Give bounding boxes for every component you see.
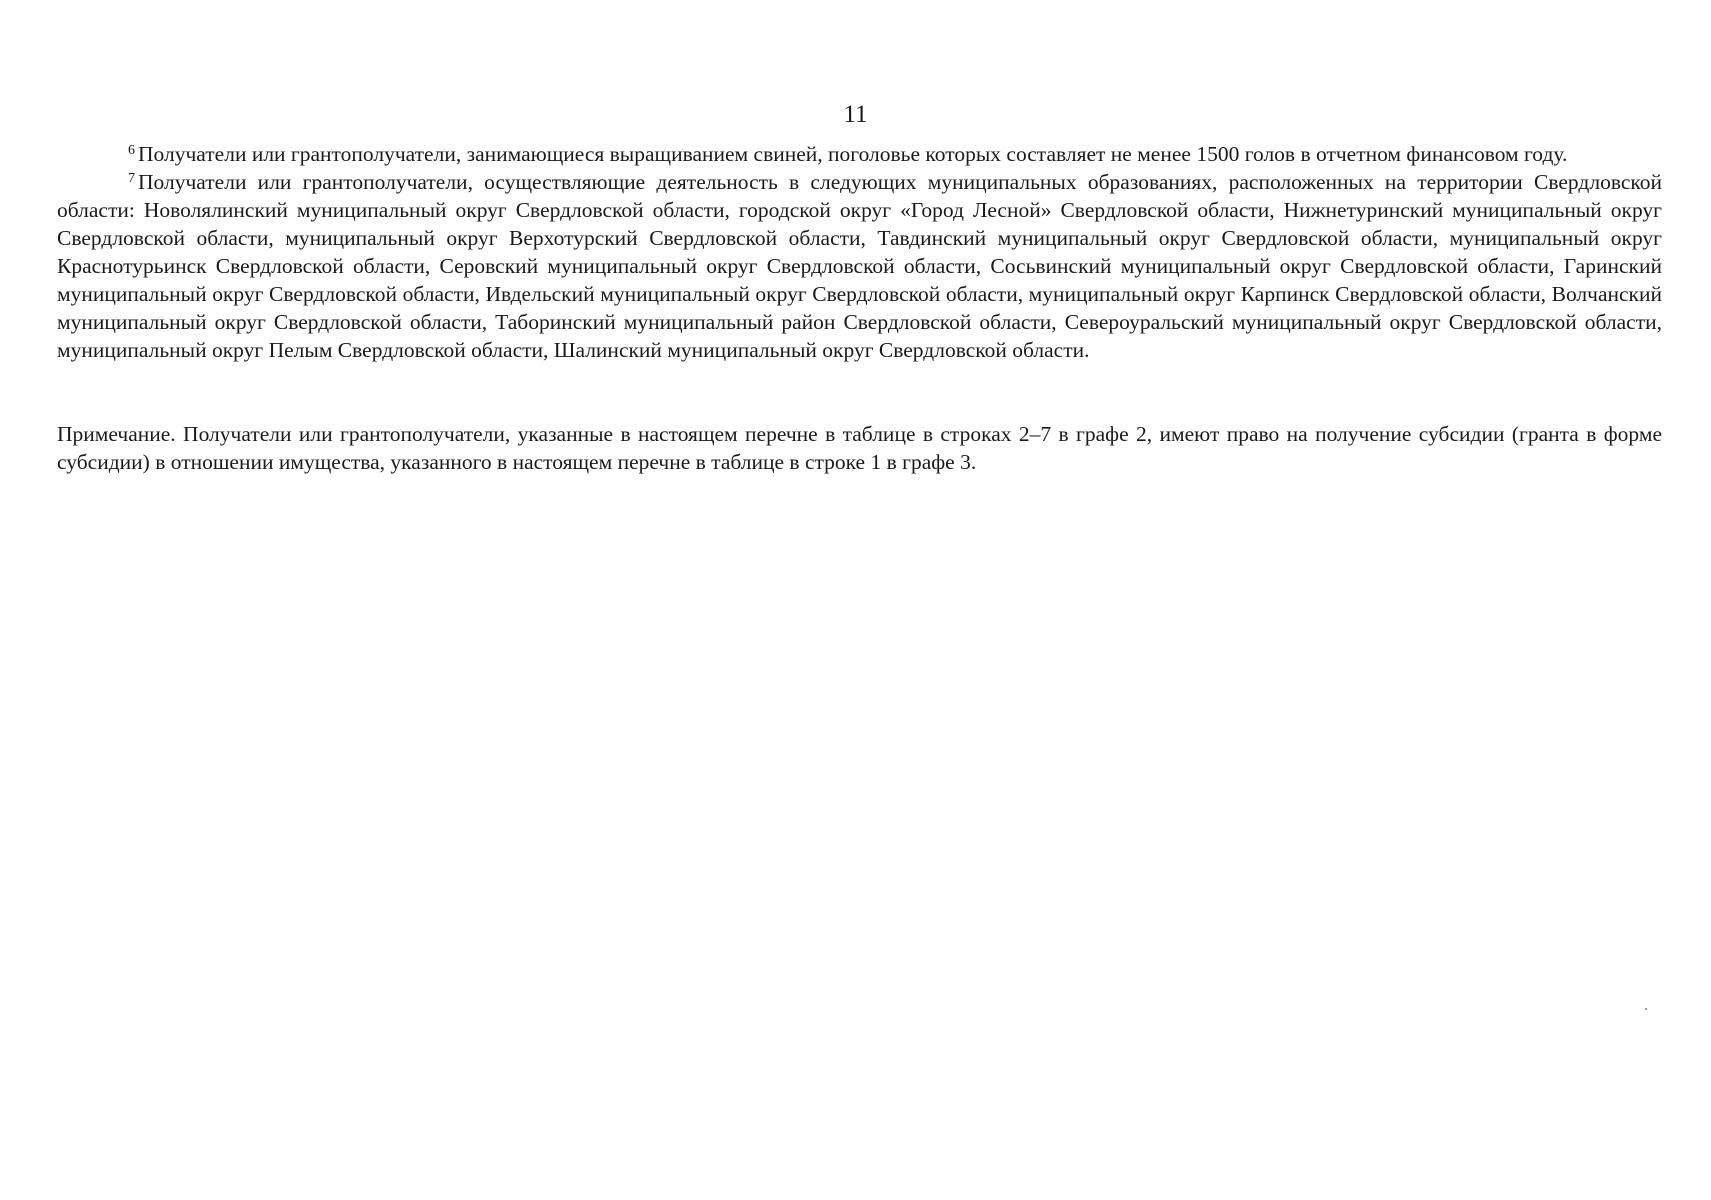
- scan-speck: [1645, 1008, 1647, 1010]
- footnote-text: Получатели или грантополучатели, занимающиеся выращиванием свиней, поголовье которых составляет не менее 1500 голов в отчетном финансовом году.: [138, 142, 1568, 166]
- footnote-7: [57, 168, 1662, 364]
- document-body: [57, 140, 1662, 476]
- footnote-text: Получатели или грантополучатели, осуществляющие деятельность в следующих муниципальных образованиях, расположенных на территории Свердловской области: Новолялинский муниципальный округ Свердловской области, городской округ «Город Лесной» Свердловской области, Нижнетуринский муниципальный округ Свердловской области, муниципальный округ Верхотурский Свердловской области, Тавдинский муниципальный округ Свердловской области, муниципальный округ Краснотурьинск Свердловской области, Серовский муниципальный округ Свердловской области, Сосьвинский муниципальный округ Свердловской области, Гаринский муниципальный округ Свердловской области, Ивдельский муниципальный округ Свердловской области, муниципальный округ Карпинск Свердловской области, Волчанский муниципальный округ Свердловской области, Таборинский муниципальный район Свердловской области, Североуральский муниципальный округ Свердловской области, муниципальный округ Пелым Свердловской области, Шалинский муниципальный округ Свердловской области.: [57, 170, 1662, 362]
- note-paragraph: Примечание. Получатели или грантополучатели, указанные в настоящем перечне в таблице в строках 2–7 в графе 2, имеют право на получение субсидии (гранта в форме субсидии) в отношении имущества, указанного в настоящем перечне в таблице в строке 1 в графе 3.: [57, 422, 1662, 474]
- page-number: 11: [843, 101, 868, 128]
- footnote-marker: 7: [128, 171, 135, 186]
- footnote-6: [57, 140, 1662, 168]
- footnote-marker: 6: [128, 143, 135, 158]
